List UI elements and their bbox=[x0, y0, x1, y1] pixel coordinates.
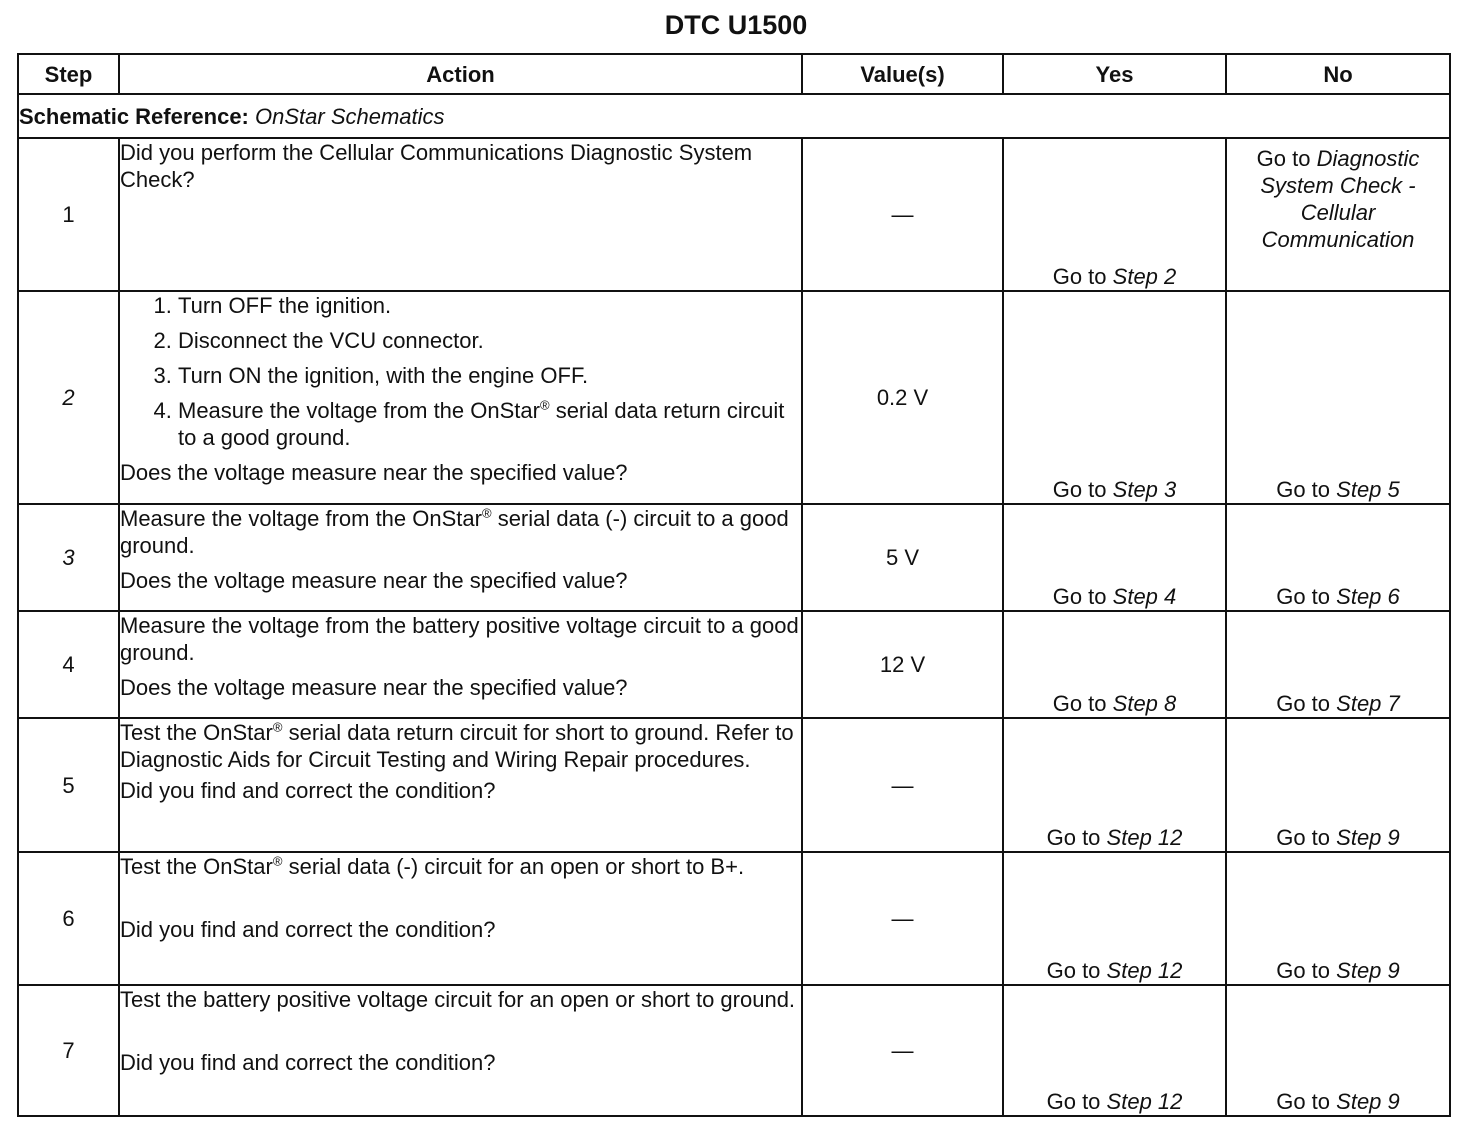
no-cell bbox=[1226, 138, 1450, 291]
header-row bbox=[18, 54, 1450, 94]
table-row-step-2 bbox=[18, 291, 1450, 504]
yes-cell bbox=[1003, 504, 1226, 611]
action-text-part: serial data (-) circuit to a good ground. bbox=[120, 506, 789, 558]
no-prefix: Go to bbox=[1276, 691, 1331, 716]
step-number: 3 bbox=[18, 504, 119, 611]
no-cell bbox=[1226, 852, 1450, 985]
action-text bbox=[120, 853, 801, 880]
action-text-part: serial data return circuit for short to ground. Refer to Diagnostic Aids for Circuit Testing and Wiring Repair procedures. bbox=[120, 720, 794, 772]
action-cell bbox=[119, 852, 802, 985]
yes-link[interactable]: Step 2 bbox=[1112, 264, 1177, 289]
no-link[interactable]: Step 7 bbox=[1336, 691, 1400, 716]
action-cell bbox=[119, 611, 802, 718]
action-question: Does the voltage measure near the specified value? bbox=[120, 675, 628, 700]
no-cell bbox=[1226, 718, 1450, 852]
action-text: Did you perform the Cellular Communications Diagnostic System Check? bbox=[120, 140, 753, 192]
substep-text: Measure the voltage from the OnStar bbox=[178, 398, 540, 423]
dtc-table bbox=[17, 53, 1451, 1117]
yes-prefix: Go to bbox=[1052, 584, 1107, 609]
action-text-part: serial data (-) circuit for an open or short to B+. bbox=[288, 854, 745, 879]
step-number: 4 bbox=[18, 611, 119, 718]
registered-mark: ® bbox=[272, 719, 283, 735]
no-prefix: Go to bbox=[1276, 477, 1331, 502]
yes-prefix: Go to bbox=[1046, 825, 1101, 850]
action-cell bbox=[119, 138, 802, 291]
no-link[interactable]: Step 9 bbox=[1336, 825, 1400, 850]
action-question: Did you find and correct the condition? bbox=[120, 778, 496, 803]
yes-cell bbox=[1003, 718, 1226, 852]
header-values: Value(s) bbox=[802, 54, 1003, 94]
step-number: 2 bbox=[18, 291, 119, 504]
yes-link[interactable]: Step 4 bbox=[1112, 584, 1177, 609]
header-no: No bbox=[1226, 54, 1450, 94]
yes-cell bbox=[1003, 291, 1226, 504]
header-step: Step bbox=[18, 54, 119, 94]
value-cell: — bbox=[802, 718, 1003, 852]
value-cell: 5 V bbox=[802, 504, 1003, 611]
no-cell bbox=[1226, 985, 1450, 1116]
action-text: Test the battery positive voltage circuit for an open or short to ground. bbox=[120, 987, 796, 1012]
action-cell bbox=[119, 718, 802, 852]
no-link[interactable]: Step 6 bbox=[1336, 584, 1400, 609]
no-prefix: Go to bbox=[1276, 958, 1331, 983]
yes-cell bbox=[1003, 852, 1226, 985]
action-question: Did you find and correct the condition? bbox=[120, 1050, 496, 1075]
no-prefix: Go to bbox=[1276, 584, 1331, 609]
registered-mark: ® bbox=[272, 853, 283, 869]
action-question: Does the voltage measure near the specified value? bbox=[120, 568, 628, 593]
value-cell: — bbox=[802, 985, 1003, 1116]
yes-link[interactable]: Step 8 bbox=[1112, 691, 1177, 716]
no-link[interactable]: Step 9 bbox=[1336, 958, 1400, 983]
no-prefix: Go to bbox=[1276, 825, 1331, 850]
page-title: DTC U1500 bbox=[664, 10, 808, 40]
header-yes: Yes bbox=[1003, 54, 1226, 94]
table-row-step-4 bbox=[18, 611, 1450, 718]
yes-prefix: Go to bbox=[1052, 477, 1107, 502]
substep-item: 2. Disconnect the VCU connector. bbox=[178, 327, 801, 354]
action-text bbox=[120, 505, 801, 559]
substep-text: serial data return circuit to a good ground. bbox=[178, 398, 785, 450]
action-text-part: Measure the voltage from the OnStar bbox=[120, 506, 482, 531]
action-question: Does the voltage measure near the specified value? bbox=[120, 460, 628, 485]
step-number: 6 bbox=[18, 852, 119, 985]
table-row-step-5 bbox=[18, 718, 1450, 852]
no-cell bbox=[1226, 611, 1450, 718]
action-cell bbox=[119, 985, 802, 1116]
table-row-step-1 bbox=[18, 138, 1450, 291]
yes-link[interactable]: Step 3 bbox=[1112, 477, 1177, 502]
table-row-step-3 bbox=[18, 504, 1450, 611]
no-link[interactable]: Diagnostic System Check - Cellular Communication bbox=[1260, 146, 1420, 252]
yes-link[interactable]: Step 12 bbox=[1106, 958, 1183, 983]
no-prefix: Go to bbox=[1256, 146, 1311, 171]
no-prefix: Go to bbox=[1276, 1089, 1331, 1114]
schematic-link[interactable]: OnStar Schematics bbox=[255, 103, 445, 129]
action-text-part: Test the OnStar bbox=[120, 720, 273, 745]
action-cell bbox=[119, 291, 802, 504]
yes-prefix: Go to bbox=[1052, 691, 1107, 716]
yes-cell bbox=[1003, 138, 1226, 291]
schematic-reference-row bbox=[18, 94, 1450, 138]
yes-prefix: Go to bbox=[1046, 958, 1101, 983]
step-number: 1 bbox=[18, 138, 119, 291]
schematic-label: Schematic Reference: bbox=[19, 103, 249, 129]
action-text bbox=[120, 719, 801, 773]
table-row-step-7 bbox=[18, 985, 1450, 1116]
yes-cell bbox=[1003, 985, 1226, 1116]
step-number: 5 bbox=[18, 718, 119, 852]
substep-list bbox=[120, 292, 801, 451]
step-number: 7 bbox=[18, 985, 119, 1116]
yes-link[interactable]: Step 12 bbox=[1106, 1089, 1183, 1114]
action-text-part: Test the OnStar bbox=[120, 854, 273, 879]
yes-link[interactable]: Step 12 bbox=[1106, 825, 1183, 850]
action-text: Measure the voltage from the battery positive voltage circuit to a good ground. bbox=[120, 613, 799, 665]
yes-prefix: Go to bbox=[1046, 1089, 1101, 1114]
yes-cell bbox=[1003, 611, 1226, 718]
value-cell: — bbox=[802, 138, 1003, 291]
schematic-reference bbox=[18, 94, 1450, 138]
table-row-step-6 bbox=[18, 852, 1450, 985]
registered-mark: ® bbox=[481, 505, 492, 521]
substep-item: 3. Turn ON the ignition, with the engine OFF. bbox=[178, 362, 801, 389]
yes-prefix: Go to bbox=[1052, 264, 1107, 289]
no-link[interactable]: Step 5 bbox=[1336, 477, 1400, 502]
no-cell bbox=[1226, 291, 1450, 504]
no-cell bbox=[1226, 504, 1450, 611]
value-cell: 0.2 V bbox=[802, 291, 1003, 504]
no-link[interactable]: Step 9 bbox=[1336, 1089, 1400, 1114]
substep-item bbox=[178, 397, 801, 451]
value-cell: — bbox=[802, 852, 1003, 985]
registered-mark: ® bbox=[539, 397, 550, 413]
action-cell bbox=[119, 504, 802, 611]
action-question: Did you find and correct the condition? bbox=[120, 917, 496, 942]
header-action: Action bbox=[119, 54, 802, 94]
substep-item: 1. Turn OFF the ignition. bbox=[178, 292, 801, 319]
value-cell: 12 V bbox=[802, 611, 1003, 718]
